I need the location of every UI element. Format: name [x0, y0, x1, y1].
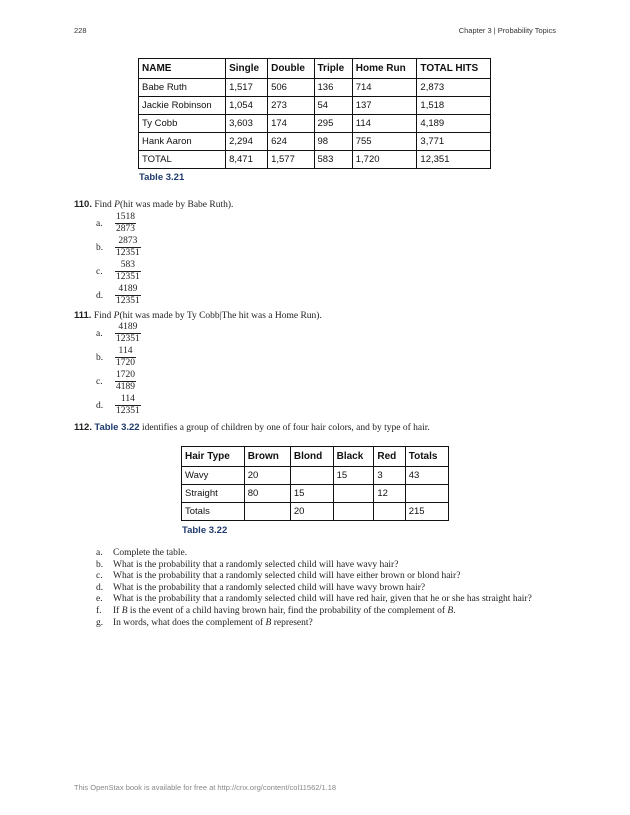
table-cell: Hank Aaron: [139, 133, 226, 151]
table-cell: 15: [290, 485, 333, 503]
part-letter: d.: [96, 582, 104, 593]
option-letter: d.: [96, 401, 104, 411]
table-cell: 2,873: [417, 79, 491, 97]
question-number: 110.: [74, 199, 92, 210]
denominator: 2873: [116, 224, 135, 234]
list-item: [96, 594, 532, 606]
table-cell: [290, 467, 333, 485]
table-row: [182, 485, 449, 503]
col-header: Hair Type: [182, 447, 245, 467]
part-letter: f.: [96, 605, 102, 616]
question-112: [74, 422, 430, 434]
part-letter: a.: [96, 548, 103, 558]
list-item: [96, 571, 532, 583]
table-cell: 43: [405, 467, 448, 485]
numerator: 1720: [116, 370, 135, 380]
table-cell: 295: [314, 115, 352, 133]
numerator: 4189: [115, 284, 141, 296]
part-text: What is the probability that a randomly selected child will have wavy hair?: [113, 559, 399, 570]
numerator: 114: [115, 346, 136, 358]
col-header: NAME: [139, 59, 226, 79]
numerator: 583: [115, 260, 141, 272]
answer-option: [96, 346, 156, 370]
col-header: Double: [268, 59, 314, 79]
part-text: Complete the table.: [113, 548, 188, 558]
col-header: TOTAL HITS: [417, 59, 491, 79]
question-text: (hit was made by Ty Cobb|The hit was a Home Run).: [119, 311, 322, 321]
table-cell: 215: [405, 503, 448, 521]
table-cell: Babe Ruth: [139, 79, 226, 97]
part-text: is the event of a child having brown hair, find the probability of the complement of: [127, 605, 448, 616]
table-cell: [405, 485, 448, 503]
fraction: [115, 394, 141, 417]
table-cell: 714: [352, 79, 417, 97]
part-text: What is the probability that a randomly selected child will have wavy brown hair?: [113, 582, 426, 593]
question-text-prefix: Find: [93, 311, 114, 321]
col-header: Totals: [405, 447, 448, 467]
question-110: [74, 199, 233, 211]
table-cell: 755: [352, 133, 417, 151]
table-cell: Totals: [182, 503, 245, 521]
answer-option: [96, 322, 156, 346]
col-header: Home Run: [352, 59, 417, 79]
table-row: [139, 79, 491, 97]
part-letter: g.: [96, 617, 104, 628]
event-symbol: B: [447, 605, 454, 616]
answer-option: [96, 260, 156, 284]
option-letter: d.: [96, 291, 104, 301]
event-symbol: B: [265, 617, 272, 628]
probability-symbol: P: [113, 311, 120, 321]
table-cell: 1,577: [268, 151, 314, 169]
table-row: [182, 503, 449, 521]
page-footer: This OpenStax book is available for free at http://cnx.org/content/col11562/1.18: [74, 783, 337, 792]
numerator: 1518: [116, 212, 135, 222]
table-cell: 1,517: [226, 79, 268, 97]
option-letter: c.: [96, 377, 103, 387]
part-text: What is the probability that a randomly selected child will have either brown or blond hair?: [113, 571, 461, 582]
fraction: [115, 284, 141, 307]
option-letter: c.: [96, 267, 103, 277]
option-letter: a.: [96, 329, 103, 339]
part-letter: e.: [96, 594, 103, 605]
col-header: Single: [226, 59, 268, 79]
table-cell: 4,189: [417, 115, 491, 133]
table-3-21: [138, 58, 491, 169]
question-number: 112.: [74, 422, 92, 433]
fraction: [115, 212, 136, 235]
option-letter: b.: [96, 243, 104, 253]
denominator: 12351: [116, 296, 140, 306]
numerator: 4189: [115, 322, 141, 334]
table-cell: 20: [290, 503, 333, 521]
table-row: [139, 151, 491, 169]
table-cell: 20: [244, 467, 290, 485]
table-cell: TOTAL: [139, 151, 226, 169]
table-cell: 174: [268, 115, 314, 133]
table-3-22: [181, 446, 449, 521]
table-cell: 2,294: [226, 133, 268, 151]
table-cell: 1,054: [226, 97, 268, 115]
table-cell: 80: [244, 485, 290, 503]
table-3-22-link[interactable]: Table 3.22: [94, 422, 140, 433]
table-cell: Wavy: [182, 467, 245, 485]
table-cell: Jackie Robinson: [139, 97, 226, 115]
table-cell: 506: [268, 79, 314, 97]
table-caption: Table 3.21: [139, 172, 185, 183]
part-text: What is the probability that a randomly selected child will have red hair, given that he or she has straight hair?: [113, 594, 532, 605]
chapter-header: Chapter 3 | Probability Topics: [458, 26, 556, 35]
table-cell: 3,771: [417, 133, 491, 151]
col-header: Red: [374, 447, 405, 467]
table-cell: 137: [352, 97, 417, 115]
part-letter: b.: [96, 559, 104, 570]
table-row: [139, 97, 491, 115]
question-number: 111.: [74, 310, 92, 321]
numerator: 2873: [115, 236, 141, 248]
part-text: .: [453, 605, 456, 616]
table-row: [139, 133, 491, 151]
list-item: [96, 560, 532, 572]
table-header-row: [139, 59, 491, 79]
col-header: Blond: [290, 447, 333, 467]
fraction: [115, 260, 141, 283]
fraction: [115, 346, 136, 369]
table-cell: [333, 485, 374, 503]
col-header: Brown: [244, 447, 290, 467]
denominator: 12351: [116, 248, 140, 258]
list-item: [96, 583, 532, 595]
fraction: [115, 236, 141, 259]
table-cell: Ty Cobb: [139, 115, 226, 133]
table-cell: 54: [314, 97, 352, 115]
table-caption: Table 3.22: [182, 525, 228, 536]
denominator: 1720: [116, 358, 135, 368]
probability-symbol: P: [114, 200, 120, 210]
col-header: Black: [333, 447, 374, 467]
table-cell: [244, 503, 290, 521]
question-text: identifies a group of children by one of four hair colors, and by type of hair.: [139, 423, 430, 433]
part-letter: c.: [96, 571, 103, 582]
option-letter: a.: [96, 219, 103, 229]
table-cell: [333, 503, 374, 521]
answer-option: [96, 284, 156, 308]
option-letter: b.: [96, 353, 104, 363]
table-cell: 98: [314, 133, 352, 151]
table-row: [139, 115, 491, 133]
table-cell: 3,603: [226, 115, 268, 133]
page-number: 228: [74, 26, 87, 35]
denominator: 12351: [116, 406, 140, 416]
table-header-row: [182, 447, 449, 467]
table-cell: 273: [268, 97, 314, 115]
part-text: In words, what does the complement of: [113, 617, 266, 628]
answer-option: [96, 236, 156, 260]
table-cell: 15: [333, 467, 374, 485]
table-cell: 12,351: [417, 151, 491, 169]
fraction: [115, 370, 136, 393]
answer-option: [96, 370, 156, 394]
list-item: [96, 548, 532, 560]
answer-option: [96, 212, 156, 236]
table-cell: 114: [352, 115, 417, 133]
table-cell: [374, 503, 405, 521]
part-text: If: [113, 605, 122, 616]
table-cell: 3: [374, 467, 405, 485]
table-row: [182, 467, 449, 485]
list-item: [96, 618, 532, 630]
fraction: [115, 322, 141, 345]
table-cell: 583: [314, 151, 352, 169]
table-cell: 1,518: [417, 97, 491, 115]
answer-option: [96, 394, 156, 418]
event-symbol: B: [121, 605, 128, 616]
col-header: Triple: [314, 59, 352, 79]
denominator: 4189: [116, 382, 135, 392]
table-cell: 8,471: [226, 151, 268, 169]
list-item: [96, 606, 532, 618]
table-cell: 136: [314, 79, 352, 97]
table-cell: 624: [268, 133, 314, 151]
question-text: (hit was made by Babe Ruth).: [119, 200, 234, 210]
question-111: [74, 310, 322, 322]
part-text: represent?: [271, 617, 313, 628]
denominator: 12351: [116, 334, 140, 344]
numerator: 114: [115, 394, 141, 406]
table-cell: 12: [374, 485, 405, 503]
question-112-parts: [96, 548, 532, 629]
denominator: 12351: [116, 272, 140, 282]
table-cell: 1,720: [352, 151, 417, 169]
question-text-prefix: Find: [94, 200, 115, 210]
table-cell: Straight: [182, 485, 245, 503]
